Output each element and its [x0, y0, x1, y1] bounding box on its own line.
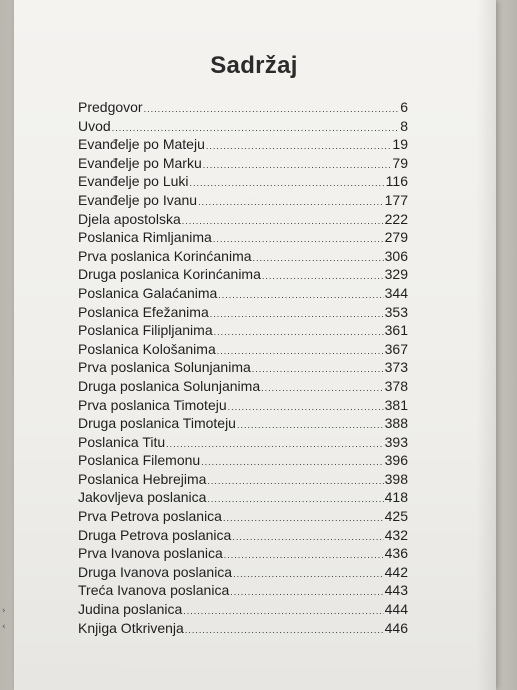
- toc-entry: [78, 155, 408, 174]
- dot-leader: [230, 587, 383, 597]
- toc-entry: [78, 397, 408, 416]
- toc-entry-page: 344: [384, 284, 408, 301]
- toc-entry-page: 378: [384, 377, 408, 394]
- dot-leader: [262, 271, 384, 281]
- toc-entry-label: Predgovor: [78, 99, 143, 115]
- dot-leader: [214, 327, 384, 337]
- toc-entry: [78, 415, 408, 434]
- dot-leader: [233, 569, 384, 579]
- toc-entry-page: 388: [384, 415, 408, 432]
- toc-entry: [78, 564, 408, 583]
- dot-leader: [166, 439, 383, 449]
- toc-entry-page: 381: [384, 396, 408, 413]
- dot-leader: [207, 476, 383, 486]
- toc-entry: [78, 211, 408, 230]
- dot-leader: [232, 532, 383, 542]
- toc-entry-label: Poslanica Filipljanima: [78, 322, 213, 339]
- dot-leader: [213, 234, 384, 244]
- toc-entry-page: 432: [384, 526, 408, 543]
- toc-entry-page: 6: [400, 99, 408, 115]
- toc-entry-page: 373: [384, 359, 408, 376]
- toc-entry: [78, 620, 408, 639]
- dot-leader: [228, 402, 384, 412]
- toc-entry: [78, 248, 408, 267]
- dot-leader: [252, 364, 384, 374]
- toc-entry: [78, 471, 408, 490]
- toc-entry-page: 418: [384, 489, 408, 506]
- dot-leader: [144, 104, 400, 114]
- dot-leader: [206, 141, 392, 151]
- toc-entry: [78, 489, 408, 508]
- toc-entry-label: Prva poslanica Korinćanima: [78, 247, 252, 264]
- toc-entry-page: 79: [392, 154, 408, 171]
- toc-entry-label: Knjiga Otkrivenja: [78, 619, 184, 636]
- dot-leader: [198, 197, 384, 207]
- toc-entry: [78, 508, 408, 527]
- toc-entry-page: 398: [384, 470, 408, 487]
- dot-leader: [261, 383, 384, 393]
- toc-entry-label: Evanđelje po Mateju: [78, 136, 205, 153]
- toc-entry: [78, 527, 408, 546]
- toc-entry-page: 279: [384, 229, 408, 246]
- dot-leader: [190, 178, 385, 188]
- toc-entry-page: 19: [392, 136, 408, 153]
- toc-entry-label: Evanđelje po Luki: [78, 173, 189, 190]
- toc-entry-page: 306: [384, 247, 408, 264]
- toc-entry-label: Druga poslanica Timoteju: [78, 415, 236, 432]
- page-shadow: [476, 0, 496, 690]
- toc-entry: [78, 359, 408, 378]
- toc-entry-label: Poslanica Efežanima: [78, 303, 209, 320]
- toc-entry-page: 446: [384, 619, 408, 636]
- toc-entry-label: Judina poslanica: [78, 601, 183, 618]
- toc-entry-page: 396: [384, 452, 408, 469]
- toc-entry: [78, 192, 408, 211]
- table-of-contents: [78, 99, 408, 638]
- toc-entry: [78, 378, 408, 397]
- dot-leader: [223, 513, 384, 523]
- book-page: [14, 0, 496, 690]
- toc-entry-page: 222: [384, 210, 408, 227]
- dot-leader: [182, 216, 384, 226]
- dot-leader: [183, 606, 383, 616]
- toc-entry-page: 367: [384, 340, 408, 357]
- toc-entry-label: Poslanica Titu: [78, 433, 166, 450]
- toc-entry: [78, 582, 408, 601]
- toc-entry-page: 177: [384, 191, 408, 208]
- toc-entry-page: 329: [384, 266, 408, 283]
- toc-entry: [78, 434, 408, 453]
- toc-entry-label: Druga Ivanova poslanica: [78, 563, 233, 580]
- edge-mark: ‹: [2, 622, 6, 632]
- toc-entry-label: Poslanica Filemonu: [78, 452, 201, 469]
- toc-entry-label: Evanđelje po Ivanu: [78, 191, 198, 208]
- toc-entry-label: Djela apostolska: [78, 210, 181, 227]
- dot-leader: [237, 420, 384, 430]
- toc-entry-page: 444: [384, 601, 408, 618]
- dot-leader: [201, 457, 383, 467]
- toc-entry-label: Druga poslanica Korinćanima: [78, 266, 261, 283]
- toc-entry-label: Prva poslanica Timoteju: [78, 396, 227, 413]
- toc-entry-page: 442: [384, 563, 408, 580]
- toc-entry: [78, 341, 408, 360]
- toc-entry: [78, 304, 408, 323]
- toc-entry-label: Prva Ivanova poslanica: [78, 545, 223, 562]
- toc-entry-label: Prva Petrova poslanica: [78, 508, 222, 525]
- toc-entry-label: Druga Petrova poslanica: [78, 526, 232, 543]
- dot-leader: [112, 123, 400, 133]
- toc-entry: [78, 136, 408, 155]
- toc-entry: [78, 601, 408, 620]
- toc-entry-label: Treća Ivanova poslanica: [78, 582, 230, 599]
- toc-entry-label: Poslanica Rimljanima: [78, 229, 212, 246]
- toc-entry: [78, 285, 408, 304]
- toc-entry: [78, 545, 408, 564]
- toc-entry-page: 353: [384, 303, 408, 320]
- toc-entry-page: 116: [385, 173, 408, 190]
- toc-entry-label: Poslanica Hebrejima: [78, 470, 207, 487]
- toc-entry: [78, 99, 408, 118]
- dot-leader: [203, 160, 392, 170]
- edge-mark: ›: [2, 606, 6, 616]
- dot-leader: [207, 494, 383, 504]
- dot-leader: [217, 346, 384, 356]
- toc-entry-page: 393: [384, 433, 408, 450]
- dot-leader: [185, 625, 384, 635]
- toc-entry-page: 425: [384, 508, 408, 525]
- toc-entry-page: 8: [400, 117, 408, 134]
- toc-entry: [78, 118, 408, 137]
- toc-entry-label: Poslanica Galaćanima: [78, 284, 218, 301]
- dot-leader: [218, 290, 383, 300]
- toc-entry: [78, 452, 408, 471]
- toc-entry-label: Poslanica Kološanima: [78, 340, 216, 357]
- toc-entry-label: Druga poslanica Solunjanima: [78, 377, 261, 394]
- toc-entry-page: 436: [384, 545, 408, 562]
- toc-entry-page: 361: [384, 322, 408, 339]
- toc-entry-label: Uvod: [78, 117, 111, 134]
- dot-leader: [253, 253, 384, 263]
- toc-entry: [78, 229, 408, 248]
- toc-entry-page: 443: [384, 582, 408, 599]
- toc-entry: [78, 173, 408, 192]
- toc-entry: [78, 322, 408, 341]
- page-title: Sadržaj: [210, 52, 298, 79]
- dot-leader: [210, 309, 384, 319]
- toc-entry-label: Prva poslanica Solunjanima: [78, 359, 251, 376]
- dot-leader: [224, 550, 384, 560]
- toc-entry-label: Jakovljeva poslanica: [78, 489, 207, 506]
- toc-entry-label: Evanđelje po Marku: [78, 154, 202, 171]
- toc-entry: [78, 266, 408, 285]
